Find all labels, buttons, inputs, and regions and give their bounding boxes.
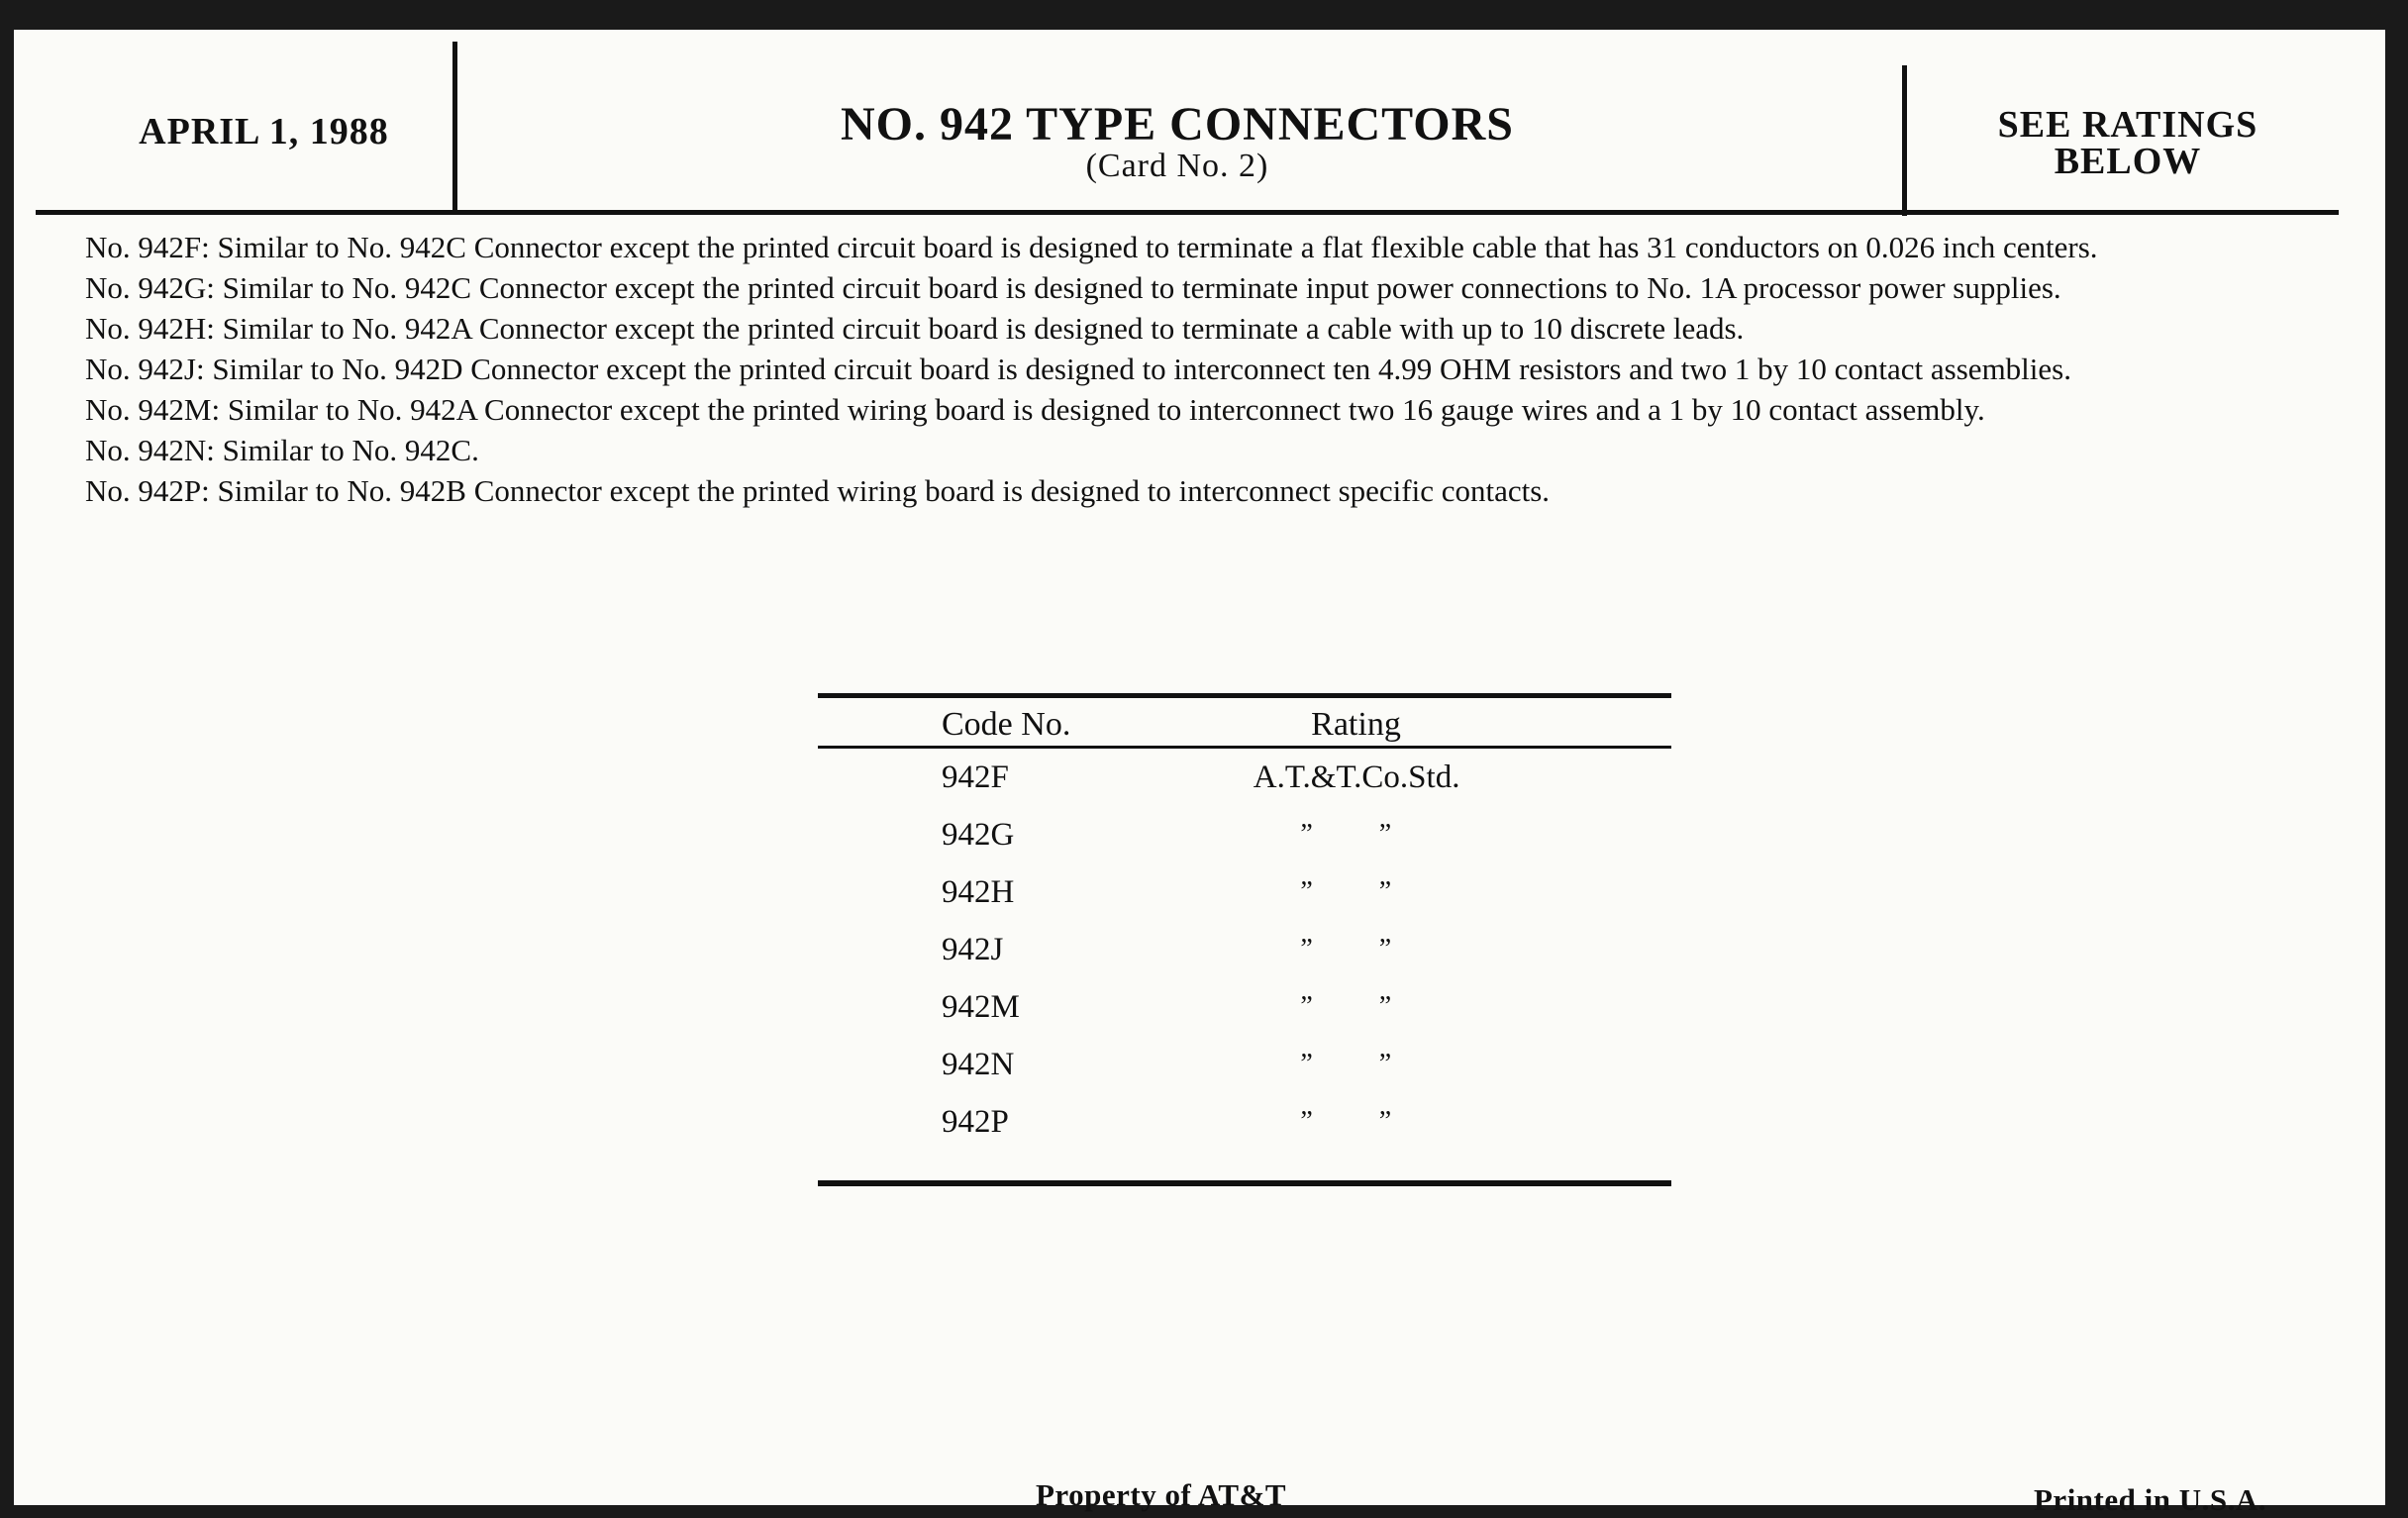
rating-cell: ” ” (1300, 1049, 1392, 1079)
rating-cell: ” ” (1300, 876, 1392, 907)
code-cell: 942N (942, 1046, 1015, 1082)
table-row (818, 806, 1671, 863)
card-number: (Card No. 2) (1085, 148, 1269, 184)
entry-942n: No. 942N: Similar to No. 942C. (85, 433, 479, 467)
rating-cell: ” ” (1300, 1106, 1392, 1137)
connector-descriptions (85, 228, 2303, 511)
table-row (818, 921, 1671, 978)
ratings-note-line2: BELOW (2054, 141, 2202, 183)
table-row (818, 1036, 1671, 1093)
entry-942m: No. 942M: Similar to No. 942A Connector except the printed wiring board is designed to interconnect two 16 gauge wires and a 1 by 10 contact assembly. (85, 392, 1985, 427)
code-cell: 942P (942, 1103, 1009, 1140)
table-row (818, 1093, 1671, 1151)
header-rating: Rating (1311, 706, 1401, 743)
rating-cell: ” ” (1300, 934, 1392, 964)
code-cell: 942G (942, 816, 1015, 853)
entry-942j: No. 942J: Similar to No. 942D Connector except the printed circuit board is designed to interconnect ten 4.99 OHM resistors and two 1 by 10 contact assemblies. (85, 352, 2071, 386)
ratings-note (1930, 104, 2326, 183)
code-cell: 942J (942, 931, 1004, 967)
rating-cell: A.T.&T.Co.Std. (1253, 759, 1460, 795)
entry-942p: No. 942P: Similar to No. 942B Connector except the printed wiring board is designed to interconnect specific contacts. (85, 473, 1551, 508)
table-body (818, 749, 1671, 1151)
header-code-no: Code No. (942, 706, 1071, 743)
table-row (818, 978, 1671, 1036)
code-cell: 942H (942, 873, 1015, 910)
ratings-table (818, 693, 1671, 1186)
rating-cell: ” ” (1300, 991, 1392, 1022)
code-cell: 942M (942, 988, 1020, 1025)
table-row (818, 749, 1671, 806)
rating-cell: ” ” (1300, 819, 1392, 850)
header-divider-left (452, 42, 457, 215)
header-title-block (469, 98, 1885, 184)
header-divider-right (1902, 65, 1907, 216)
table-row (818, 863, 1671, 921)
document-card (14, 30, 2385, 1517)
entry-942g: No. 942G: Similar to No. 942C Connector except the printed circuit board is designed to terminate input power connections to No. 1A processor power supplies. (85, 270, 2061, 305)
printed-notice: Printed in U.S.A. (2034, 1482, 2266, 1517)
property-notice: Property of AT&T (1036, 1477, 1287, 1512)
code-cell: 942F (942, 759, 1009, 795)
header-rule (36, 210, 2339, 215)
page-title: NO. 942 TYPE CONNECTORS (841, 98, 1514, 151)
entry-942f: No. 942F: Similar to No. 942C Connector except the printed circuit board is designed to terminate a flat flexible cable that has 31 conductors on 0.026 inch centers. (85, 230, 2098, 264)
issue-date: APRIL 1, 1988 (139, 111, 389, 152)
table-header (818, 698, 1671, 744)
ratings-note-line1: SEE RATINGS (1997, 104, 2258, 146)
entry-942h: No. 942H: Similar to No. 942A Connector except the printed circuit board is designed to terminate a cable with up to 10 discrete leads. (85, 311, 1745, 346)
table-rule-bottom (818, 1180, 1671, 1186)
